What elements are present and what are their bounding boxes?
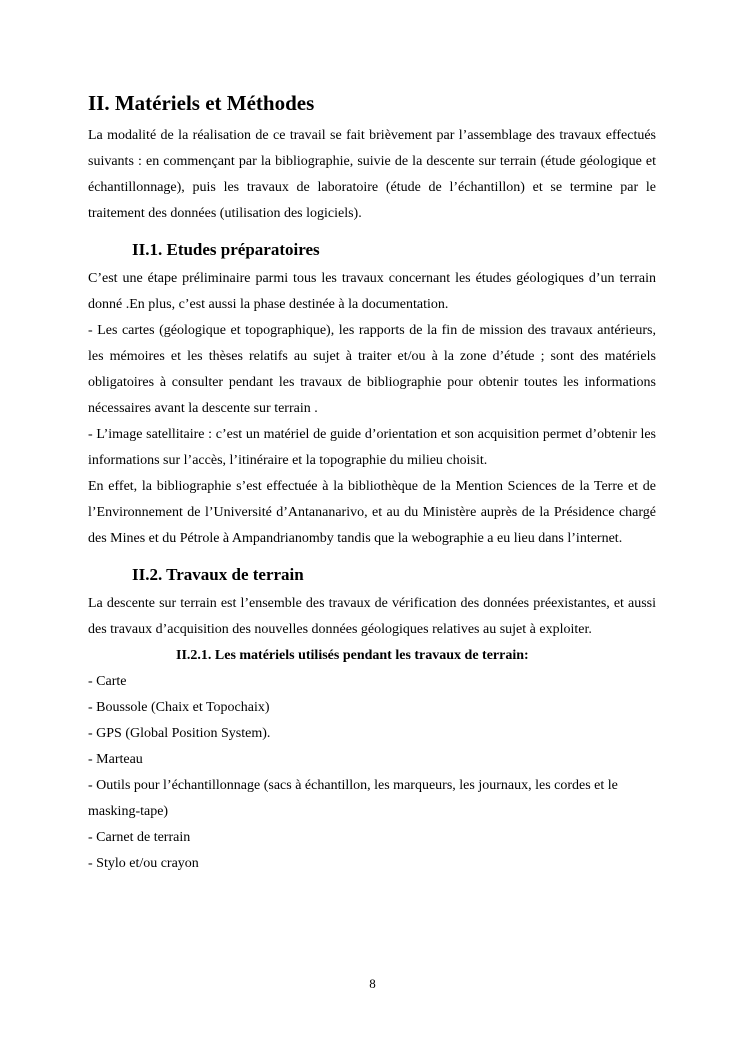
intro-paragraph: La modalité de la réalisation de ce travail se fait brièvement par l’assemblage des travaux effectués suivants : en commençant par la bibliographie, suivie de la descente sur terrain (étude géologique et échantillonnage), puis les travaux de laboratoire (étude de l’échantillon) et se termine par le traitement des données (utilisation des logiciels). bbox=[88, 128, 656, 221]
list-item: - Marteau bbox=[88, 752, 143, 767]
section-title: II. Matériels et Méthodes bbox=[88, 91, 315, 115]
materials-subsection-title: II.2.1. Les matériels utilisés pendant les travaux de terrain: bbox=[176, 648, 529, 663]
etudes-paragraph-3: - L’image satellitaire : c’est un matériel de guide d’orientation et son acquisition permet d’obtenir les informations sur l’accès, l’itinéraire et la topographie du milieu choisit. bbox=[88, 427, 656, 468]
list-item: - Boussole (Chaix et Topochaix) bbox=[88, 700, 270, 715]
materials-list bbox=[88, 669, 656, 877]
list-item: - GPS (Global Position System). bbox=[88, 726, 271, 741]
terrain-paragraph-1: La descente sur terrain est l’ensemble des travaux de vérification des données préexistantes, et aussi des travaux d’acquisition des nouvelles données géologiques relatives au sujet à exploiter. bbox=[88, 596, 656, 637]
etudes-paragraph-2: - Les cartes (géologique et topographique), les rapports de la fin de mission des travaux antérieurs, les mémoires et les thèses relatifs au sujet à traiter et/ou à la zone d’étude ; sont des matériels obligatoires à consulter pendant les travaux de bibliographie pour obtenir toutes les informations nécessaires avant la descente sur terrain . bbox=[88, 323, 656, 416]
subsection-title-terrain: II.2. Travaux de terrain bbox=[132, 565, 304, 584]
etudes-paragraph-1: C’est une étape préliminaire parmi tous les travaux concernant les études géologiques d’un terrain donné .En plus, c’est aussi la phase destinée à la documentation. bbox=[88, 271, 656, 312]
page-content bbox=[88, 86, 656, 877]
list-item: - Carnet de terrain bbox=[88, 830, 191, 845]
subsection-title-etudes: II.1. Etudes préparatoires bbox=[132, 240, 320, 259]
etudes-paragraph-4: En effet, la bibliographie s’est effectuée à la bibliothèque de la Mention Sciences de la Terre et de l’Environnement de l’Université d’Antananarivo, et au du Ministère auprès de la Présidence chargé des Mines et du Pétrole à Ampandrianomby tandis que la webographie a eu lieu dans l’internet. bbox=[88, 479, 656, 546]
page-number: 8 bbox=[369, 976, 376, 991]
list-item: - Carte bbox=[88, 674, 127, 689]
list-item: - Outils pour l’échantillonnage (sacs à échantillon, les marqueurs, les journaux, les cordes et le masking-tape) bbox=[88, 778, 618, 819]
list-item: - Stylo et/ou crayon bbox=[88, 856, 199, 871]
